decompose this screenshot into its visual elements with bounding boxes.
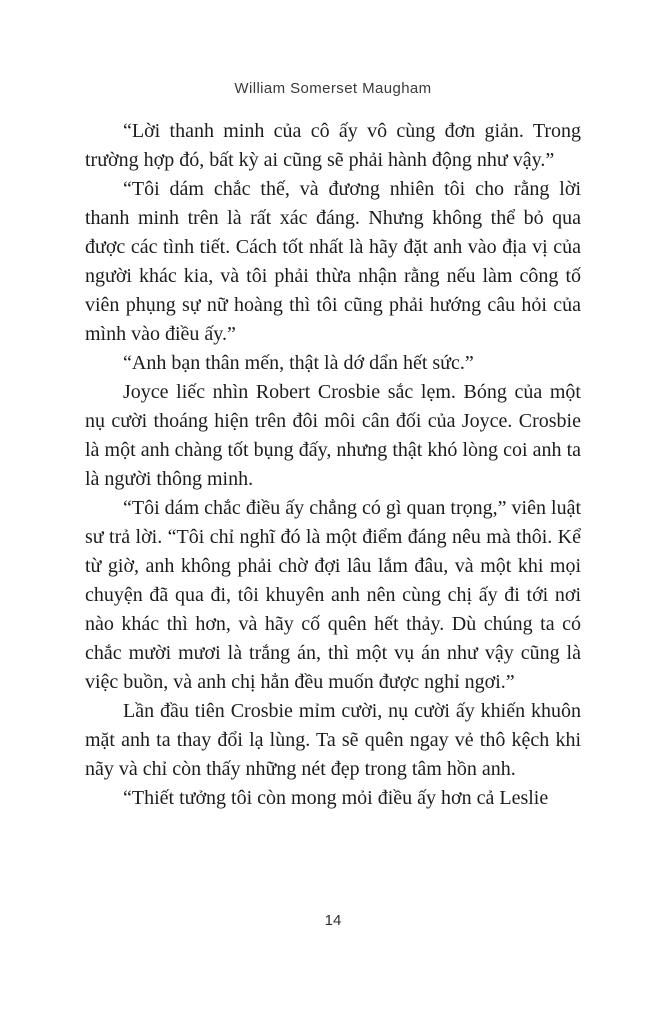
paragraph: “Lời thanh minh của cô ấy vô cùng đơn giản. Trong trường hợp đó, bất kỳ ai cũng sẽ phải hành động như vậy.” (85, 120, 581, 171)
paragraph: Lần đầu tiên Crosbie mỉm cười, nụ cười ấy khiến khuôn mặt anh ta thay đổi lạ lùng. Ta sẽ quên ngay vẻ thô kệch khi nãy và chỉ còn thấy những nét đẹp trong tâm hồn anh. (85, 700, 581, 780)
page-body (85, 117, 581, 813)
running-head: William Somerset Maugham (234, 80, 432, 97)
page-number: 14 (324, 912, 342, 929)
paragraph: “Tôi dám chắc thế, và đương nhiên tôi cho rằng lời thanh minh trên là rất xác đáng. Nhưng không thể bỏ qua được các tình tiết. Cách tốt nhất là hãy đặt anh vào địa vị của người khác kia, và tôi phải thừa nhận rằng nếu làm công tố viên phụng sự nữ hoàng thì tôi cũng phải hướng câu hỏi của mình vào điều ấy.” (85, 178, 581, 345)
paragraph: Joyce liếc nhìn Robert Crosbie sắc lẹm. Bóng của một nụ cười thoáng hiện trên đôi môi cân đối của Joyce. Crosbie là một anh chàng tốt bụng đấy, nhưng thật khó lòng coi anh ta là người thông minh. (85, 381, 581, 490)
paragraph: “Anh bạn thân mến, thật là dớ dẩn hết sức.” (123, 352, 474, 374)
paragraph: “Thiết tưởng tôi còn mong mỏi điều ấy hơn cả Leslie (123, 787, 549, 809)
paragraph: “Tôi dám chắc điều ấy chẳng có gì quan trọng,” viên luật sư trả lời. “Tôi chỉ nghĩ đó là một điểm đáng nêu mà thôi. Kể từ giờ, anh không phải chờ đợi lâu lắm đâu, và một khi mọi chuyện đã qua đi, tôi khuyên anh nên cùng chị ấy đi tới nơi nào khác thì hơn, và hãy cố quên hết thảy. Dù chúng ta có chắc mười mươi là trắng án, thì một vụ án như vậy cũng là việc buồn, và anh chị hẳn đều muốn được nghỉ ngơi.” (85, 497, 581, 693)
